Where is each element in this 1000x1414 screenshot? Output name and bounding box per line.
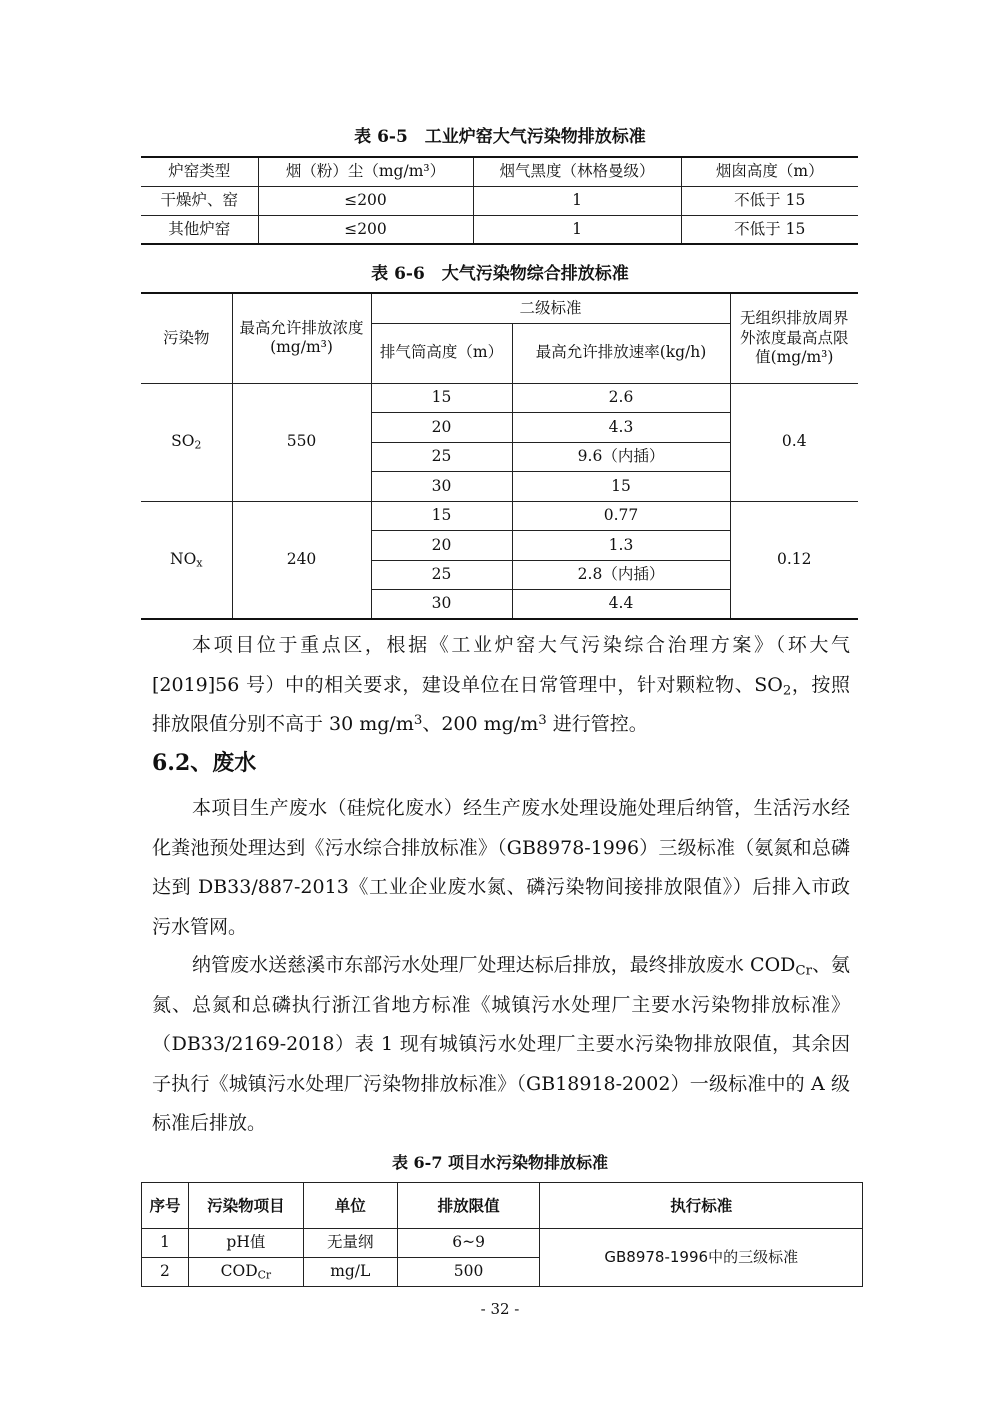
header-cell: 排放限值 xyxy=(397,1183,540,1229)
cell: 30 xyxy=(371,590,512,620)
cell: 15 xyxy=(371,383,512,413)
table-6-5-caption: 表 6-5 工业炉窑大气污染物排放标准 xyxy=(354,127,646,147)
header-concentration: 最高允许排放浓度(mg/m³) xyxy=(232,293,371,383)
table-header-row xyxy=(141,293,858,323)
cell: ≤200 xyxy=(258,186,473,215)
header-emission-rate: 最高允许排放速率(kg/h) xyxy=(512,323,730,383)
nox-unorganized-limit: 0.12 xyxy=(730,501,858,619)
header-cell: 单位 xyxy=(303,1183,397,1229)
cell: 1 xyxy=(473,215,681,244)
page-number: - 32 - xyxy=(480,1300,520,1318)
cell: 9.6（内插） xyxy=(512,442,730,472)
header-cell: 执行标准 xyxy=(540,1183,863,1229)
table-row xyxy=(141,501,858,531)
cell-unit: 无量纲 xyxy=(303,1229,397,1258)
cell-item: pH值 xyxy=(188,1229,303,1258)
cell: 0.77 xyxy=(512,501,730,531)
cell: 20 xyxy=(371,413,512,443)
table-row xyxy=(141,186,858,215)
table-row xyxy=(142,1229,863,1258)
cell: 1 xyxy=(473,186,681,215)
cell: 2.6 xyxy=(512,383,730,413)
header-cell: 烟气黑度（林格曼级） xyxy=(473,157,681,186)
table-row xyxy=(141,215,858,244)
so2-concentration: 550 xyxy=(232,383,371,501)
header-unorganized-limit: 无组织排放周界外浓度最高点限值(mg/m³) xyxy=(730,293,858,383)
header-cell: 炉窑类型 xyxy=(141,157,258,186)
cell-unit: mg/L xyxy=(303,1258,397,1287)
cell: 20 xyxy=(371,531,512,561)
cell: 4.4 xyxy=(512,590,730,620)
cell: 1.3 xyxy=(512,531,730,561)
cell: 15 xyxy=(512,472,730,502)
table-header-row xyxy=(142,1183,863,1229)
nox-concentration: 240 xyxy=(232,501,371,619)
cell: 25 xyxy=(371,560,512,590)
header-stack-height: 排气筒高度（m） xyxy=(371,323,512,383)
cell: 其他炉窑 xyxy=(141,215,258,244)
pollutant-so2: $SO_2$ xyxy=(141,383,232,501)
header-level2: 二级标准 xyxy=(371,293,730,323)
pollutant-nox: $NO_x$ xyxy=(141,501,232,619)
header-cell: 烟囱高度（m） xyxy=(681,157,858,186)
table-row xyxy=(141,383,858,413)
paragraph-wastewater-treatment: 本项目生产废水（硅烷化废水）经生产废水处理设施处理后纳管，生活污水经化粪池预处理达到《污水综合排放标准》（GB8978-1996）三级标准（氨氮和总磷达到 DB33/887-2013《工业企业废水氮、磷污染物间接排放限值》）后排入市政污水管网。 xyxy=(152,797,850,938)
cell: 25 xyxy=(371,442,512,472)
cell: 不低于 15 xyxy=(681,186,858,215)
section-heading-wastewater: 6.2、废水 xyxy=(152,750,257,776)
table-6-5 xyxy=(141,156,858,245)
header-cell: 序号 xyxy=(142,1183,189,1229)
cell: 干燥炉、窑 xyxy=(141,186,258,215)
cell-no: 1 xyxy=(142,1229,189,1258)
cell: 4.3 xyxy=(512,413,730,443)
paragraph-wastewater-discharge: 纳管废水送慈溪市东部污水处理厂处理达标后排放，最终排放废水 $COD_{Cr}$、氨氮、总氮和总磷执行浙江省地方标准《城镇污水处理厂主要水污染物排放标准》（DB33/2169-2018）表 1 现有城镇污水处理厂主要水污染物排放限值，其余因子执行《城镇污水处理厂污染物排放标准》（GB18918-2002）一级标准中的 A 级标准后排放。 xyxy=(152,954,850,1134)
table-6-6 xyxy=(141,292,858,620)
so2-unorganized-limit: 0.4 xyxy=(730,383,858,501)
cell: 不低于 15 xyxy=(681,215,858,244)
table-6-7-caption: 表 6-7 项目水污染物排放标准 xyxy=(391,1153,609,1172)
paragraph-air-control: 本项目位于重点区，根据《工业炉窑大气污染综合治理方案》（环大气[2019]56 号）中的相关要求，建设单位在日常管理中，针对颗粒物、$SO_2$，按照排放限值分别不高于 30 $mg/m^3$、200 $mg/m^3$ 进行管控。 xyxy=(152,634,850,735)
cell-limit: 500 xyxy=(397,1258,540,1287)
header-pollutant: 污染物 xyxy=(141,293,232,383)
cell: 2.8（内插） xyxy=(512,560,730,590)
header-cell: 烟（粉）尘（mg/m³） xyxy=(258,157,473,186)
header-cell: 污染物项目 xyxy=(188,1183,303,1229)
cell: 30 xyxy=(371,472,512,502)
cell-item: $COD_{Cr}$ xyxy=(188,1258,303,1287)
cell: ≤200 xyxy=(258,215,473,244)
cell: 15 xyxy=(371,501,512,531)
table-6-7 xyxy=(141,1182,863,1287)
cell-limit: 6~9 xyxy=(397,1229,540,1258)
cell-standard: GB8978-1996中的三级标准 xyxy=(540,1229,863,1287)
table-header-row xyxy=(141,157,858,186)
cell-no: 2 xyxy=(142,1258,189,1287)
table-6-6-caption: 表 6-6 大气污染物综合排放标准 xyxy=(371,264,629,284)
